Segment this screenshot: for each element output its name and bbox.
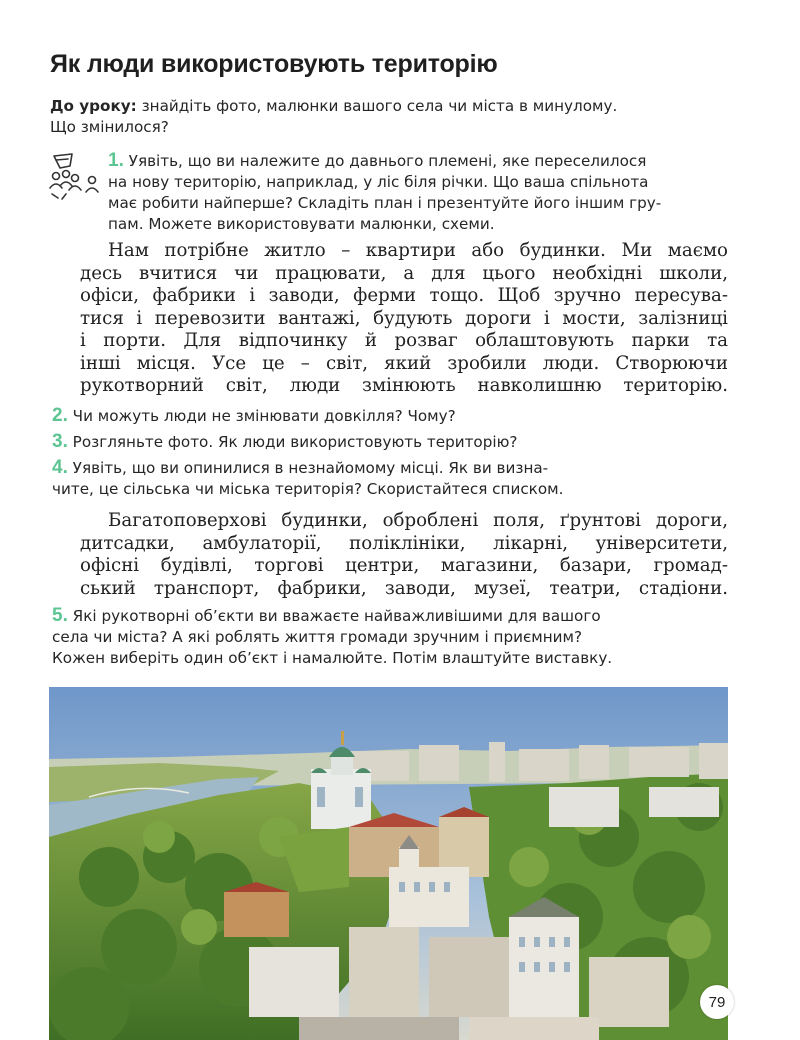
task-4-line-1: Уявіть, що ви опинилися в незнайомому місці. Як ви визна- (67, 459, 549, 477)
pre-lesson-text-1: знайдіть фото, малюнки вашого села чи міста в минулому. (136, 97, 618, 115)
task-2 (52, 405, 732, 427)
group-work-icon (46, 152, 100, 200)
task-5 (52, 605, 742, 669)
pre-lesson-task (50, 96, 740, 138)
paragraph-2-line-1: Багатоповерхові будинки, оброблені поля, ґрунтові дороги, (108, 510, 728, 531)
task-3-text: Розгляньте фото. Як люди використовують територію? (67, 433, 518, 451)
paragraph-1-line-4: тися і перевозити вантажі, будують дороги і мости, залізниці (80, 307, 728, 329)
paragraph-1-line-7: рукотворний світ, люди змінюють навколишню територію. (80, 375, 728, 396)
task-1 (108, 150, 728, 235)
paragraph-2-line-2: дитсадки, амбулаторії, поліклініки, лікарні, університети, (80, 532, 728, 554)
task-2-number: 2. (52, 405, 68, 426)
task-4-line-2: чите, це сільська чи міська територія? Скористайтеся списком. (52, 480, 564, 498)
paragraph-1-line-2: десь вчитися чи працювати, а для цього необхідні школи, (80, 262, 728, 284)
task-1-line-1: Уявіть, що ви належите до давнього племені, яке переселилося (123, 152, 647, 170)
task-5-line-2: села чи міста? А які роблять життя громади зручним і приємним? (52, 628, 583, 646)
paragraph-2-line-3: офісні будівлі, торгові центри, магазини, базари, громад- (80, 555, 728, 576)
page-title: Як люди використовують територію (50, 50, 498, 78)
city-aerial-photo (49, 687, 728, 1040)
page-number: 79 (700, 985, 734, 1019)
task-1-line-3: має робити найперше? Складіть план і презентуйте його іншим гру- (108, 194, 662, 212)
paragraph-1-line-5: і порти. Для відпочинку й розваг облаштовують парки та (80, 330, 728, 351)
paragraph-1-line-6: інші місця. Усе це – світ, який зробили люди. Створюючи (80, 352, 728, 374)
task-1-line-2: на нову територію, наприклад, у ліс біля річки. Що ваша спільнота (108, 173, 649, 191)
task-4 (52, 457, 732, 500)
paragraph-2 (80, 510, 728, 600)
task-5-line-3: Кожен виберіть один об’єкт і намалюйте. Потім влаштуйте виставку. (52, 649, 613, 667)
task-3-number: 3. (52, 431, 68, 452)
task-3 (52, 431, 732, 453)
task-5-line-1: Які рукотворні об’єкти ви вважаєте найважливішими для вашого (67, 607, 601, 625)
task-4-number: 4. (52, 457, 68, 478)
paragraph-2-line-4: ський транспорт, фабрики, заводи, музеї, театри, стадіони. (80, 577, 728, 599)
task-5-number: 5. (52, 605, 68, 626)
pre-lesson-text-2: Що змінилося? (50, 118, 169, 136)
paragraph-1-line-3: офіси, фабрики і заводи, ферми тощо. Щоб зручно пересува- (80, 285, 728, 306)
paragraph-1-line-1: Нам потрібне житло – квартири або будинки. Ми маємо (108, 240, 728, 261)
task-1-number: 1. (108, 150, 124, 171)
task-2-text: Чи можуть люди не змінювати довкілля? Чому? (67, 407, 456, 425)
task-1-line-4: пам. Можете використовувати малюнки, схеми. (108, 215, 495, 233)
pre-lesson-label: До уроку: (50, 97, 137, 115)
paragraph-1 (80, 240, 728, 398)
